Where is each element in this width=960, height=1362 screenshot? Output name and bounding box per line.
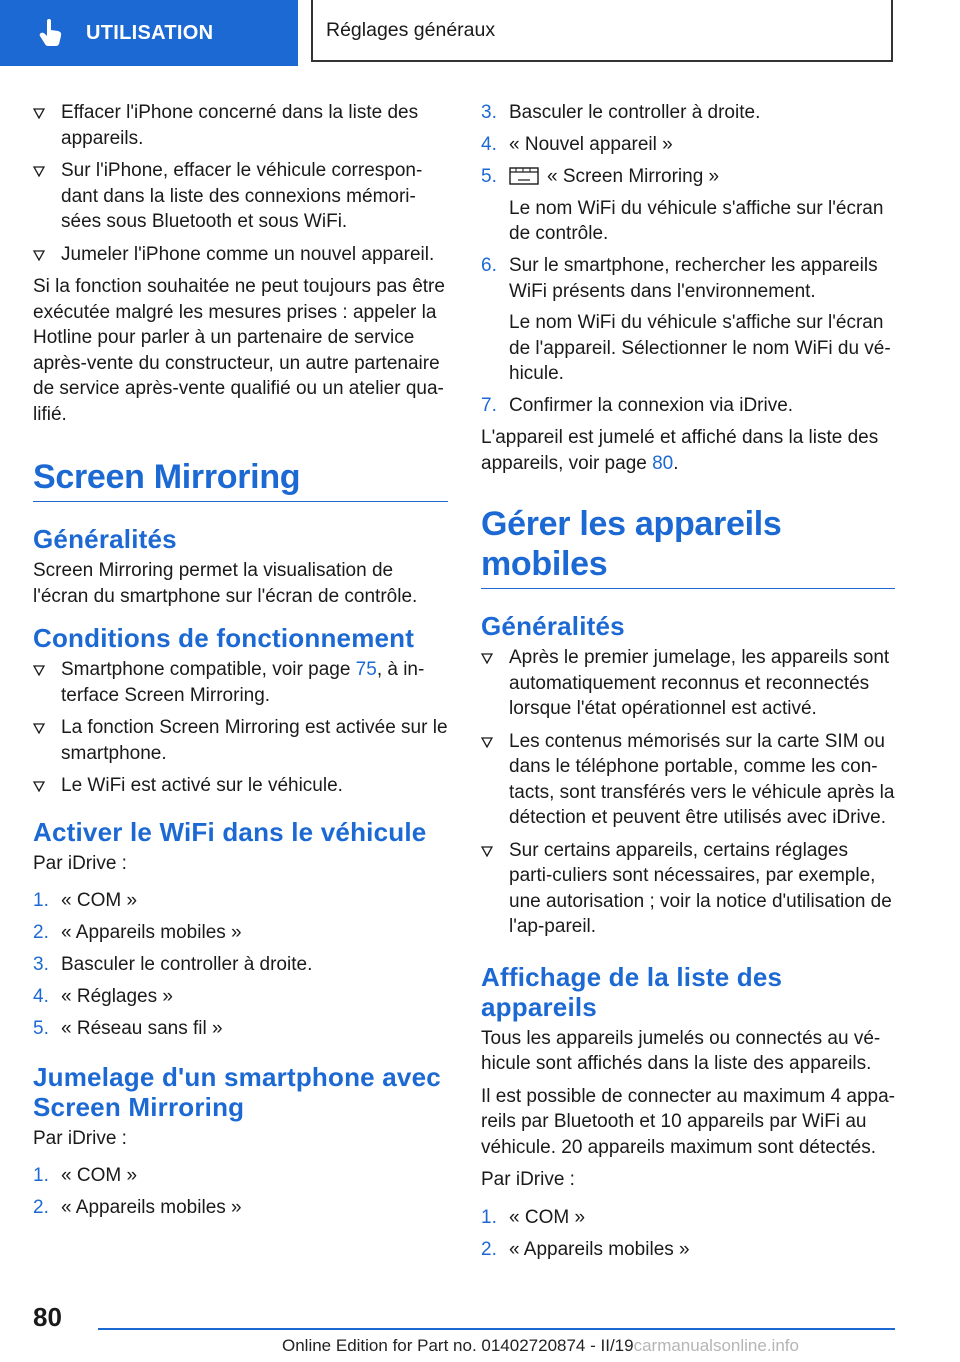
list-item xyxy=(33,715,448,766)
step-text: Confirmer la connexion via iDrive. xyxy=(509,395,794,416)
heading-affichage: Affichage de la liste des appareils xyxy=(481,961,783,1022)
step-text: « Screen Mirroring » xyxy=(547,166,720,187)
paragraph-par-idrive: Par iDrive : xyxy=(33,852,127,874)
bullet-list xyxy=(33,657,448,799)
list-item xyxy=(33,100,448,151)
list-item-text: Les contenus mémorisés sur la carte SIM ou dans le téléphone portable, comme les con-tacts, sont transférés vers le véhicule après la détection et peuvent être utilisés avec iDrive. xyxy=(509,730,895,828)
page-header xyxy=(0,0,960,66)
list-item xyxy=(481,100,895,126)
list-item xyxy=(481,729,895,831)
step-number: 6. xyxy=(481,255,497,276)
step-number: 2. xyxy=(33,922,49,943)
heading-jumelage: Jumelage d'un smartphone avec Screen Mirroring xyxy=(33,1061,441,1122)
footer-edition xyxy=(282,1336,799,1356)
list-item-text: Le WiFi est activé sur le véhicule. xyxy=(61,775,343,796)
page-number: 80 xyxy=(33,1302,62,1332)
paragraph-generalites: Screen Mirroring permet la visualisation de l'écran du smartphone sur l'écran de contrôle. xyxy=(33,560,418,607)
paragraph-par-idrive: Par iDrive : xyxy=(33,1127,127,1149)
list-item xyxy=(481,1205,895,1231)
step-number: 2. xyxy=(33,1197,49,1218)
numbered-list xyxy=(481,100,895,419)
step-text: Basculer le controller à droite. xyxy=(509,102,761,123)
paragraph-affichage: Il est possible de connecter au maximum 4 appa-reils par Bluetooth et 10 appareils par WiFi au véhicule. 20 appareils maximum sont détectés. xyxy=(481,1085,895,1158)
step-text: « COM » xyxy=(61,1165,138,1186)
triangle-bullet-icon xyxy=(33,107,45,119)
paragraph-text: . xyxy=(673,452,679,474)
list-item xyxy=(481,1237,895,1263)
list-item xyxy=(481,838,895,940)
list-item-text: Effacer l'iPhone concerné dans la liste des appareils. xyxy=(61,102,419,149)
page-link[interactable]: 75 xyxy=(355,659,377,680)
heading-gerer-appareils: Gérer les appareils mobiles xyxy=(481,504,895,589)
list-item xyxy=(33,920,448,946)
list-item xyxy=(481,645,895,722)
triangle-bullet-icon xyxy=(33,165,45,177)
paragraph-text: L'appareil est jumelé et affiché dans la liste des appareils, voir page xyxy=(481,427,879,474)
triangle-bullet-icon xyxy=(481,845,493,857)
step-text: « COM » xyxy=(509,1206,586,1228)
step-text: « COM » xyxy=(61,890,138,911)
bullet-list xyxy=(33,100,448,267)
list-item-text: Sur l'iPhone, effacer le véhicule correspon-dant dans la liste des connexions mémori-sées sous Bluetooth et sous WiFi. xyxy=(61,160,423,232)
chapter-tab[interactable] xyxy=(0,0,298,66)
list-item xyxy=(33,984,448,1010)
footer-divider xyxy=(98,1328,895,1330)
step-number: 1. xyxy=(481,1206,497,1228)
paragraph-affichage: Tous les appareils jumelés ou connectés au vé-hicule sont affichés dans la liste des appareils. xyxy=(481,1027,881,1074)
list-item xyxy=(33,657,448,708)
list-item-text: , à in-terface Screen Mirroring. xyxy=(61,659,425,706)
step-text: « Appareils mobiles » xyxy=(61,922,242,943)
step-number: 3. xyxy=(481,102,497,123)
step-number: 1. xyxy=(33,890,49,911)
step-number: 3. xyxy=(33,954,49,975)
paragraph-par-idrive: Par iDrive : xyxy=(481,1169,575,1190)
list-item xyxy=(33,952,448,978)
step-text: Basculer le controller à droite. xyxy=(61,954,313,975)
list-item xyxy=(33,1195,448,1221)
step-number: 7. xyxy=(481,395,497,416)
edition-text: Online Edition for Part no. 01402720874 - II/19 xyxy=(282,1336,634,1355)
list-item xyxy=(481,132,895,158)
step-number: 4. xyxy=(481,134,497,155)
triangle-bullet-icon xyxy=(33,722,45,734)
triangle-bullet-icon xyxy=(33,780,45,792)
paragraph-jumele xyxy=(481,425,895,476)
list-item-text: Sur certains appareils, certains réglages parti-culiers sont nécessaires, par exemple, une autorisation ; voir la notice d'utilisation de l'ap-pareil. xyxy=(509,839,892,937)
list-item xyxy=(481,253,895,387)
screen-mirroring-icon xyxy=(509,167,539,185)
chapter-tab-label: UTILISATION xyxy=(86,21,214,44)
list-item xyxy=(33,158,448,235)
hand-pointer-icon xyxy=(38,18,64,48)
list-item xyxy=(33,1016,448,1042)
numbered-list xyxy=(33,1163,448,1221)
watermark-text: carmanualsonline.info xyxy=(633,1336,799,1355)
list-item-text: Smartphone compatible, voir page xyxy=(61,659,356,680)
page-link[interactable]: 80 xyxy=(652,452,674,474)
heading-screen-mirroring: Screen Mirroring xyxy=(33,457,448,502)
step-number: 4. xyxy=(33,986,49,1007)
step-note: Le nom WiFi du véhicule s'affiche sur l'écran de contrôle. xyxy=(509,197,884,244)
triangle-bullet-icon xyxy=(481,652,493,664)
list-item xyxy=(33,888,448,914)
heading-activer-wifi: Activer le WiFi dans le véhicule xyxy=(33,816,427,847)
section-tab[interactable] xyxy=(311,0,893,62)
list-item xyxy=(33,242,448,268)
right-column xyxy=(481,100,895,1269)
step-text: « Appareils mobiles » xyxy=(61,1197,242,1218)
list-item-text: Jumeler l'iPhone comme un nouvel appareil. xyxy=(61,243,435,265)
step-text: « Réseau sans fil » xyxy=(61,1018,223,1039)
section-tab-label: Réglages généraux xyxy=(326,18,496,41)
triangle-bullet-icon xyxy=(481,736,493,748)
list-item-text: La fonction Screen Mirroring est activée sur le smartphone. xyxy=(61,717,448,764)
list-item xyxy=(33,773,448,799)
heading-generalites: Généralités xyxy=(481,611,625,641)
step-number: 5. xyxy=(481,166,497,187)
paragraph-hotline: Si la fonction souhaitée ne peut toujours pas être exécutée malgré les mesures prises : appeler la Hotline pour parler à un partenaire de service après-vente du constructeur, un autre partenaire de service après-vente qualifié ou un atelier qua-lifié. xyxy=(33,276,445,425)
list-item xyxy=(481,393,895,419)
step-number: 1. xyxy=(33,1165,49,1186)
step-note: Le nom WiFi du véhicule s'affiche sur l'écran de l'appareil. Sélectionner le nom WiFi du vé-hicule. xyxy=(509,312,891,384)
step-text: « Réglages » xyxy=(61,986,173,1007)
heading-conditions: Conditions de fonctionnement xyxy=(33,623,415,653)
list-item-text: Après le premier jumelage, les appareils sont automatiquement reconnus et reconnectés lorsque l'état opérationnel est activé. xyxy=(509,647,890,719)
step-text: Sur le smartphone, rechercher les appareils WiFi présents dans l'environnement. xyxy=(509,255,878,302)
triangle-bullet-icon xyxy=(33,249,45,261)
list-item xyxy=(481,164,895,247)
bullet-list xyxy=(481,645,895,940)
numbered-list xyxy=(33,888,448,1042)
step-number: 5. xyxy=(33,1018,49,1039)
list-item xyxy=(33,1163,448,1189)
left-column xyxy=(33,100,448,1227)
step-text: « Appareils mobiles » xyxy=(509,1238,690,1260)
heading-generalites: Généralités xyxy=(33,524,177,554)
step-number: 2. xyxy=(481,1238,497,1260)
numbered-list xyxy=(481,1205,895,1263)
triangle-bullet-icon xyxy=(33,664,45,676)
step-text: « Nouvel appareil » xyxy=(509,134,673,155)
